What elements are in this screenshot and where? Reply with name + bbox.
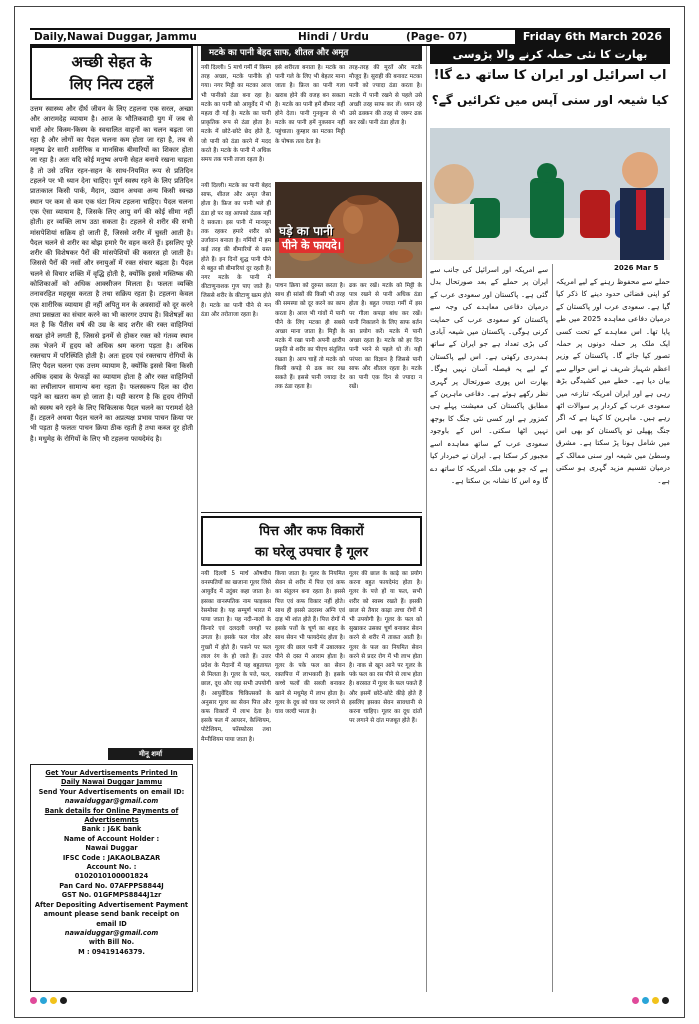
guler-col1-text: नयी दिल्ली 5 मार्च औषधीय वनस्पतियों का खजाना गूलर जिसे आयुर्वेद में उदुंबर कहा जाता है। इसका वानस्पतिक नाम फाइकस रेसमोसा है। यह सम्पूर्ण भारत में पाया जाता है। यह नदी-नालों के किनारे एवं दलदली जगहों पर उगता है। इसके फल गोल और गुच्छों में होते हैं। पकने पर फल लाल रंग के हो जाते हैं। उत्तर प्रदेश के मैदानों में यह बहुतायत से मिलता है। गूलर के पत्ते, फल, छाल, दूध और जड़ सभी उपयोगी हैं। आयुर्वेदिक चिकित्सकों के अनुसार गूलर का सेवन पित्त और कफ विकारों में लाभ देता है। इसके फल में आयरन, कैल्शियम, पोटेशियम, फॉस्फोरस तथा मैग्नीशियम पाया जाता है। [201,571,271,743]
pot-title: मटके का पानी बेहद साफ, शीतल और अमृत [209,48,349,58]
ad-bank: Bank : J&K bank [81,825,142,834]
footer-color-bar [30,996,670,1006]
guler-title-line2: का घरेलू उपचार है गूलर [254,545,369,560]
ad-after: After Depositing Advertisement Payment amount please send bank receipt on email ID [34,900,189,928]
guler-col2-text: किया जाता है। गूलर के नियमित सेवन से शरीर में पित्त एवं कफ का संतुलन बना रहता है। इससे पित्त एवं कफ विकार नहीं होते। साथ ही इससे उदरस्थ अग्नि एवं दाह भी शांत होते हैं। पित्त रोगों में इसके पत्तों के चूर्ण का शहद के साथ सेवन भी फायदेमंद होता है। गूलर की छाल पानी में उबालकर पीने से दस्त में आराम होता है। गूलर के पके फल का सेवन रक्तपित्त में लाभकारी है। इसके कच्चे फलों की सब्जी बनाकर खाने से मधुमेह में लाभ होता है। गूलर के दूध को घाव पर लगाने से घाव जल्दी भरता है। [275,571,345,716]
footer-dot [50,997,57,1004]
ad-ifsc: IFSC Code : JAKAOLBAZAR [62,853,161,862]
walk-title-line2: लिए नित्य टहलें [69,75,154,93]
urdu-title-line2: اب اسرائیل اور ایران کا ساتھ دے گا! [433,68,667,83]
urdu-title-line1: بھارت کا نئی حملہ کرنے والا پڑوسی [430,46,670,64]
guler-col2 [275,570,345,992]
ad-holder: Nawai Duggar [85,844,138,853]
footer-dot [40,997,47,1004]
urdu-col-right-text: حملے سے محفوظ رہنے کے لیے امریکہ کو اپنی فضائی حدود دینے کا ذکر کیا گیا ہے۔ سعودی عرب اور پاکستان کے درمیان دفاعی معاہدہ 2025 میں طے پایا تھا۔ اس معاہدے کے تحت کسی ایک ملک پر حملہ دونوں پر حملہ تصور کیا جائے گا۔ پاکستان کے وزیر اعظم شہباز شریف نے اس حوالے سے بیان دیا ہے۔ خطے میں کشیدگی بڑھ رہی ہے اور ایران امریکہ تنازعہ میں سعودی عرب کے کردار پر سوالات اٹھ رہے ہیں۔ ماہرین کا کہنا ہے کہ اگر جنگ پھیلی تو پاکستان کو بھی اس میں شامل ہونا پڑ سکتا ہے۔ مشرق وسطیٰ میں شیعہ اور سنی ممالک کے درمیان تقسیم مزید گہری ہو سکتی ہے۔ [556,277,670,485]
masthead-language: Hindi / Urdu [298,31,369,43]
ad-pan: Pan Card No. 07AFPPS8844J [59,881,164,890]
advertisement-box [30,764,193,992]
footer-dot [632,997,639,1004]
ad-email-2[interactable]: nawaiduggar@gmail.com [64,928,159,937]
pot-image-caption-1: घड़े का पानी [279,224,333,238]
column-divider-2 [426,46,427,992]
ad-heading: Get Your Advertisements Printed In [45,769,178,777]
urdu-illustration [430,128,670,260]
pot-col2 [275,64,345,180]
guler-col1 [201,570,271,992]
pot-col1 [201,64,271,180]
guler-title-line1: पित्त और कफ विकारों [259,524,364,539]
guler-title-box [201,516,422,566]
chess-leaders-illustration [430,128,670,260]
urdu-column-divider [552,264,553,992]
urdu-col-mid-text: سے امریکہ اور اسرائیل کی جانب سے ایران پر حملے کے بعد صورتحال بدل گئی ہے۔ پاکستان اور سعودی عرب کے درمیان دفاعی معاہدے کی وجہ سے پاکستان کو سعودی عرب کی حمایت کرنی ہوگی۔ پاکستان میں شیعہ آبادی کی بڑی تعداد ہے جو ایران کے ساتھ ہمدردی رکھتی ہے۔ اس لیے پاکستان کے لیے یہ فیصلہ آسان نہیں ہوگا۔ بھارت اس پوری صورتحال پر گہری نظر رکھے ہوئے ہے۔ دفاعی ماہرین کے مطابق پاکستان کی معیشت پہلے ہی کمزور ہے اور کسی نئی جنگ کا بوجھ نہیں اٹھا سکتی۔ اس کے باوجود سعودی عرب کے ساتھ معاہدہ اسے مجبور کر سکتا ہے۔ ایران نے خبردار کیا ہے کہ جو بھی ملک امریکہ کا ساتھ دے گا وہ اس کا نشانہ بن سکتا ہے۔ [430,265,548,485]
walk-body-text: उत्तम स्वास्थ्य और दीर्घ जीवन के लिए टहलना एक सरल, अच्छा और आरामदेह व्यायाम है। आज के भौतिकवादी युग में जब से चारों ओर किस्म-किस्म के स्वचालित वाहनों का चलन बढ़ता जा रहा है और लोगों का पैदल चलना कम होता जा रहा है, तब से मनुष्य ढेर सारी शारीरिक व मानसिक बीमारियों का शिकार होता जा रहा है। अतः यदि कोई मनुष्य अपनी सेहत बनाये रखना चाहता है तो उसे उचित रहन-सहन के साथ-नियमित रूप से प्रतिदिन टहलने पर भी ध्यान देना चाहिए। पूर्ण स्वस्थ रहने के लिए प्रतिदिन प्रातःकाल किसी पार्क, मैदान, उद्यान अथवा अन्य किसी स्वच्छ स्थान पर कम से कम एक घंटा नित्य टहलना चाहिए। पैदल चलना एक ऐसा व्यायाम है, जिसके लिए आयु वर्ग की कोई सीमा नहीं होती। हर व्यक्ति लाभ उठा सकता है। टहलने से शरीर की सभी मांसपेशियां सक्रिय हो जाती हैं, जिससे शरीर में चुस्ती आती है। पैदल चलने से शरीर का बोझ हमारे पैर वहन करते हैं। इसलिए पूरे शरीर की विशेषकर पैरों की मांसपेशियों की कसरत हो जाती है। जिससे पैरों की नसों और स्नायुओं में रक्त संचार बढ़ता है। पैदल चलने से विचार शक्ति में वृद्धि होती है, क्योंकि इससे मस्तिष्क की कोशिकाओं को अधिक आक्सीजन मिलता है। फलतः व्यक्ति तनावरहित महसूस करता है तथा सक्रिय रहता है। टहलना केवल एक शारीरिक व्यायाम ही नहीं अपितु मन के अवसादों को दूर करने तथा प्रसन्नता का संचार करने का भी कारगर उपाय है। विशेषज्ञों का मत है कि पैंतीस वर्ष की उम्र के बाद शरीर की रक्त वाहिनियां सख्त होने लगती हैं, जिससे इनमें से होकर रक्त को गंतव्य स्थान तक भेजने में हृदय को अधिक श्रम करना पड़ता है। अधिक रक्तचाप में परिस्थिति होती है। अतः हृदय एवं रक्तचाप रोगियों के लिए पैदल चलना एक उत्तम व्यायाम है, क्योंकि इससे बिना किसी अधिक दबाव के फेफड़ों का व्यायाम होता है और रक्त वाहिनियों का लचीलापन सामान्य बना रहता है। फलस्वरूप दिल का दौरा पड़ने का खतरा कम हो जाता है। यही कारण है कि हृदय रोगियों को स्वस्थ बने रहने के लिए चिकित्सक पैदल चलने का परामर्श देते हैं। टहलने अथवा पैदल चलने का अप्रत्यक्ष प्रभाव पाचन क्रिया पर भी पड़ता है फलतः पाचन क्रिया ठीक रहती है तथा कब्ज दूर होती है। मधुमेह के रोगियों के लिए भी टहलना फायदेमंद है। [30,105,193,443]
walk-body-column [30,104,193,744]
ad-paper: Daily Nawai Duggar Jammu [60,778,163,787]
pot-col1-text: नयी दिल्ली। 5 मार्च गर्मी में किस्म तरह अच्छा, मटके पानीके हो गया। नगर मिट्टी का मटका आज भी पानीको ठंडा बना रहा है। मटके का पानी को आयुर्वेद में भी महत्व दी गई है। मटके का पानी प्राकृतिक रूप से ठंडा होता है। मटके में छोटे-छोटे छेद होते हैं, जो पानी को ठंडा करने में मदद करते हैं। मटके के पानी में अधिक समय तक पानी ताजा रहता है। [201,65,271,164]
footer-dot [662,997,669,1004]
ad-account-label: Account No. : [86,863,137,872]
pot-col2b-text: पाचन क्रिया को दुरुस्त करता है। साथ ही सांसों की किसी भी तरह की समस्या को दूर करने का काम करता है। आज भी गांवों में पानी पीने के लिए मटका ही सबसे अच्छा माना जाता है। मिट्टी के मटके में रखा पानी अपनी क्षारीय प्रकृति से शरीर का पीएच संतुलित रखता है। आप चाहें तो मटके को किसी कपड़े से ढक कर रख सकते हैं। इससे पानी ज्यादा देर तक ठंडा रहता है। [275,283,345,391]
masthead [30,28,670,46]
masthead-date: Friday 6th March 2026 [515,30,670,44]
section-divider [201,512,422,513]
urdu-headline [430,46,670,126]
pot-title-bar [201,46,422,61]
footer-dot [642,997,649,1004]
pot-col3 [349,64,422,180]
walk-title-box [30,46,193,100]
walk-author: मीनू शर्मा [138,750,163,758]
urdu-col-right [556,276,670,992]
masthead-page-number: (Page- 07) [406,31,468,43]
pot-col1b [201,182,271,508]
walk-title-line1: अच्छी सेहत के [71,53,152,71]
ad-send-line: Send Your Advertisements on email ID: [38,787,185,796]
pot-image [275,182,422,278]
pot-col2-text: इसे शरीरता बनाता है। मटके का पानी गले के लिए भी बेहतर माना जाता है। फ्रिज का पानी गला खराब होने की वजह बन सकता है। मटके का पानी हमें बीमार नहीं होने देता। पानी गुनकुना से भी मटके का पानी हमें नुकसान नहीं पहुंचाता। कुम्हार का मटका मिट्टी के पोषक तत्व देता है। [275,65,345,145]
urdu-date-tag: 2026 Mar 5 [614,264,659,272]
ad-gst: GST No. 01GFMPS8844J1zr [61,891,162,900]
guler-col3 [349,570,422,992]
urdu-col-mid [430,264,548,992]
walk-author-bar [108,748,193,760]
ad-bank-heading: Bank details for Online Payments of Advertisemnts [44,806,179,825]
footer-dot [60,997,67,1004]
ad-account: 0102010100001824 [74,872,149,881]
column-divider [197,46,198,992]
pot-col2b [275,282,345,508]
pot-col1b-text: नयी दिल्ली। मटके का पानी बेहद साफ, शीतल और अमृत जैसा होता है। फ्रिज का पानी भले ही ठंडा हो पर वह आपको ठंडक नहीं दे सकता। इस पानी में मानसून तक रहकर हमारे शरीर को उर्जावान बनाता है। गर्मियों में हम कई तरह की बीमारियों से ग्रस्त होते हैं। इन दिनों शुद्ध पानी पीने से बहुत सी बीमारियां दूर रहती हैं। नगर मटके के पानी में कीटाणुनाशक गुण पाए जाते हैं। जिससे शरीर के कीटाणु खत्म होते हैं। मटके का पानी पीने से मन ठंडा और तरोताजा रहता है। [201,183,271,318]
footer-dot [652,997,659,1004]
ad-email[interactable]: nawaiduggar@gmail.com [64,797,159,806]
footer-dot [30,997,37,1004]
pot-col3-text: तरह-तरह की मूरतें और मटके मौजूद हैं। सुराही की बनावट मटका पानी को ज्यादा ठंडा करता है। मटके में पानी रखने से पहले उसे अच्छी तरह साफ कर लें। ध्यान रहे उसे ढक्कन की तरह से जरूर ढक कर रखें। पानी ठंडा होता है। [349,65,422,127]
pot-image-caption-2: पीने के फायदे। [279,238,344,253]
ad-holder-label: Name of Account Holder : [63,834,160,843]
guler-col3-text: गूलर की छाल के काढ़े का प्रयोग करना बहुत फायदेमंद होता है। गूलर के पत्ते हों या फल, सभी शरीर को स्वस्थ रखते हैं। इसकी छाल से तैयार काढ़ा त्वचा रोगों में भी उपयोगी है। गूलर के फल को सुखाकर उसका चूर्ण बनाकर सेवन करने से शरीर में ताकत आती है। गूलर के फल का नियमित सेवन करने से प्रदर रोग में भी लाभ होता है। नाक से खून आने पर गूलर के पके फल का रस पीने से लाभ होता है। बरसात में गूलर के फल पकते हैं और इसमें छोटे-छोटे कीड़े होते हैं इसलिए इसका सेवन सावधानी से करना चाहिए। गूलर का दूध दांतों पर लगाने से दांत मजबूत होते हैं। [349,571,422,725]
pot-col3b-text: ढक कर रखें। मटके को मिट्टी के पात्र रखने से पानी अधिक ठंडा होता है। बहुत ज्यादा गर्मी में इस पर गीला कपड़ा बांध कर रखें। पानी निकालने के लिए साफ बर्तन का प्रयोग करें। मटके में पानी अच्छा रहता है। मटके को हर दिन पानी भरने से पहले धो लें। यही परंपरा का विज्ञान है जिससे पानी साफ और शीतल रहता है। मटके का पानी एक दिन से ज्यादा न रखें। [349,283,422,391]
ad-with-bill: with Bill No. [88,938,135,947]
masthead-paper-name: Daily,Nawai Duggar, Jammu [34,31,197,43]
ad-mobile: M : 09419146379. [78,947,145,956]
pot-col3b [349,282,422,508]
urdu-title-line3: کیا شیعہ اور سنی آپس میں ٹکرائیں گے؟ [431,93,669,107]
